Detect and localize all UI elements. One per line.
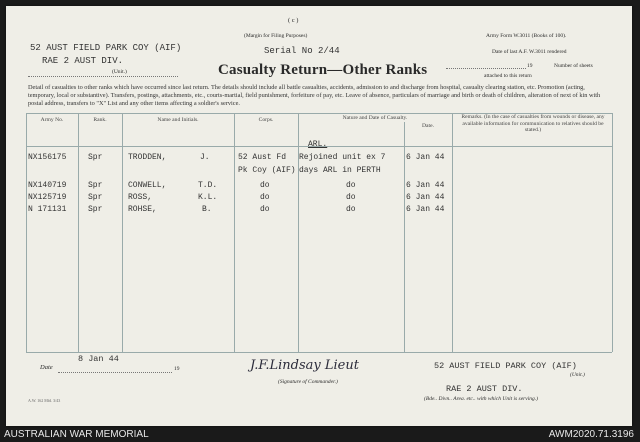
accession-number: AWM2020.71.3196: [548, 429, 634, 440]
col-rule: [122, 113, 123, 352]
date-last-line: [446, 68, 526, 69]
form-title: Casualty Return—Other Ranks: [218, 62, 428, 78]
instructions-text: Detail of casualties to other ranks which have occurred since last return. The details should include all battle casualties, accidents, admission to and discharge from hospital, casualty clearing station, etc. Promotion (acting, temporary, local or substantive). Transfers, postings, attachments, etc., courts-martial, field punishment, forfeiture of pay, etc. Leave of absence, particulars of marriage and birth or death of children, alteration of next of kin with postal address, transfers to "X" List and any other items affecting a soldier's service.: [28, 84, 601, 107]
unit-name: 52 AUST FIELD PARK COY (AIF): [30, 43, 182, 53]
table-cell-corps: do: [260, 181, 270, 190]
table-cell-initials: J.: [200, 153, 210, 162]
table-cell-rank: Spr: [88, 205, 103, 214]
bottom-unit-name: 52 AUST FIELD PARK COY (AIF): [434, 361, 577, 371]
table-cell-date: 6 Jan 44: [406, 181, 445, 190]
top-mark: ( c ): [288, 17, 299, 24]
bottom-unit-label: (Unit.): [570, 372, 585, 378]
table-cell-corps: 52 Aust Fd: [238, 153, 287, 162]
form-number: Army Form W.3011 (Books of 100).: [486, 33, 567, 39]
table-cell-name: ROSS,: [128, 193, 153, 202]
table-bottom-border: [26, 352, 612, 353]
table-cell-nature: days ARL in PERTH: [299, 166, 381, 175]
col-rule: [612, 113, 613, 352]
table-cell-army-no: NX140719: [28, 181, 67, 190]
commander-signature: J.F.Lindsay Lieut: [250, 358, 359, 373]
signature-label: (Signature of Commander.): [278, 379, 338, 385]
date-label: Date: [40, 364, 53, 371]
header-corps: Corps.: [258, 117, 274, 123]
table-cell-army-no: NX156175: [28, 153, 67, 162]
unit-label: (Unit.): [112, 69, 127, 75]
table-cell-initials: B.: [202, 205, 212, 214]
number-sheets-label: Number of sheets: [554, 63, 593, 69]
table-cell-nature: Rejoined unit ex 7: [299, 153, 386, 162]
header-name: Name and Initials.: [157, 117, 199, 123]
table-cell-name: CONWELL,: [128, 181, 167, 190]
date-year-label: 19: [174, 366, 180, 372]
table-cell-rank: Spr: [88, 153, 103, 162]
table-cell-corps: do: [260, 193, 270, 202]
col-rule: [298, 113, 299, 352]
printer-code: A.W. 162 Mfd. 3/43: [28, 398, 61, 403]
margin-note: (Margin for Filing Purposes): [244, 33, 308, 39]
col-rule: [26, 113, 27, 352]
table-cell-rank: Spr: [88, 193, 103, 202]
table-cell-army-no: NX125719: [28, 193, 67, 202]
header-rank: Rank.: [93, 117, 107, 123]
header-army-no: Army No.: [40, 117, 64, 123]
archive-name: AUSTRALIAN WAR MEMORIAL: [4, 429, 149, 440]
unit-division: RAE 2 AUST DIV.: [42, 56, 124, 66]
bottom-division: RAE 2 AUST DIV.: [446, 384, 523, 394]
table-cell-corps: Pk Coy (AIF): [238, 166, 296, 175]
header-date: Date.: [422, 123, 434, 129]
col-rule: [452, 113, 453, 352]
bde-label: (Bde.. Divn.. Area. etc.. with which Unit is serving.): [424, 396, 538, 402]
table-cell-corps: do: [260, 205, 270, 214]
date-line: [58, 372, 172, 373]
serial-number: Serial No 2/44: [264, 46, 340, 56]
table-cell-initials: T.D.: [198, 181, 218, 190]
header-remarks: Remarks. (In the case of casualties from wounds or disease, any available information for communication to relatives should be stated.): [461, 114, 605, 133]
table-cell-rank: Spr: [88, 181, 103, 190]
unit-line: [28, 76, 178, 77]
col-rule: [78, 113, 79, 352]
table-cell-nature: do: [346, 193, 356, 202]
archive-footer: [0, 428, 640, 442]
table-cell-date: 6 Jan 44: [406, 193, 445, 202]
attached-label: attached to this return: [484, 73, 532, 79]
col-rule: [234, 113, 235, 352]
header-nature: Nature and Date of Casualty.: [342, 115, 408, 121]
table-cell-nature: do: [346, 205, 356, 214]
table-cell-nature: do: [346, 181, 356, 190]
year-label: 19: [527, 63, 533, 69]
table-cell-initials: K.L.: [198, 193, 218, 202]
table-cell-army-no: N 171131: [28, 205, 67, 214]
return-date: 8 Jan 44: [78, 354, 119, 364]
col-rule: [404, 122, 405, 352]
table-cell-date: 6 Jan 44: [406, 205, 445, 214]
date-last-label: Date of last A.F. W.3011 rendered: [492, 49, 567, 55]
table-cell-date: 6 Jan 44: [406, 153, 445, 162]
table-cell-name: TRODDEN,: [128, 153, 167, 162]
table-cell-name: ROHSE,: [128, 205, 157, 214]
table-cell-nature: ARL.: [308, 140, 328, 149]
casualty-return-form: [6, 6, 632, 426]
